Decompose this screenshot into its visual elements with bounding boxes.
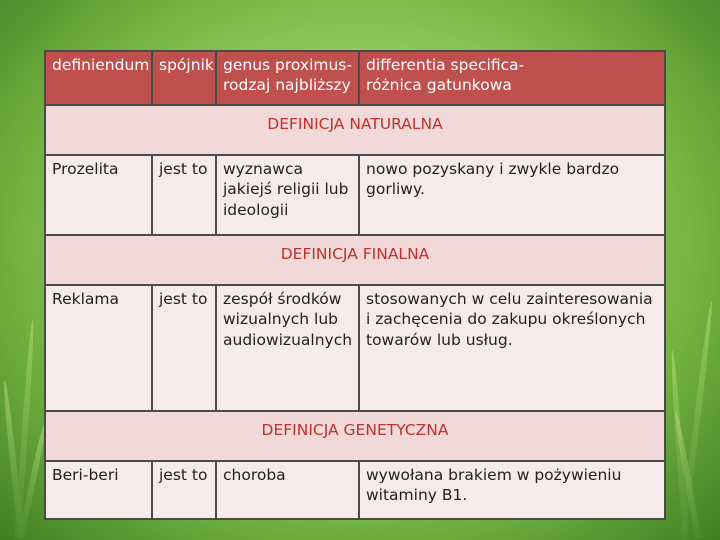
- genus-cell: zespół środków wizualnych lub audiowizualnych: [216, 285, 359, 411]
- section-title-row: [45, 105, 665, 155]
- connector-cell: jest to: [152, 155, 216, 235]
- header-connector: spójnik: [152, 51, 216, 105]
- definition-row: [45, 285, 665, 411]
- section-title: DEFINICJA FINALNA: [45, 235, 665, 285]
- header-row: [45, 51, 665, 105]
- definitions-table-container: [44, 50, 666, 518]
- definition-row: [45, 155, 665, 235]
- differentia-cell: nowo pozyskany i zwykle bardzo gorliwy.: [359, 155, 665, 235]
- definition-row: [45, 461, 665, 519]
- section-title-row: [45, 411, 665, 461]
- section-title: DEFINICJA NATURALNA: [45, 105, 665, 155]
- differentia-cell: stosowanych w celu zainteresowania i zachęcenia do zakupu określonych towarów lub usług.: [359, 285, 665, 411]
- genus-cell: choroba: [216, 461, 359, 519]
- connector-cell: jest to: [152, 461, 216, 519]
- section-title: DEFINICJA GENETYCZNA: [45, 411, 665, 461]
- header-differentia: differentia specifica- różnica gatunkowa: [359, 51, 665, 105]
- definiendum-cell: Beri-beri: [45, 461, 152, 519]
- header-genus: genus proximus- rodzaj najbliższy: [216, 51, 359, 105]
- connector-cell: jest to: [152, 285, 216, 411]
- definiendum-cell: Reklama: [45, 285, 152, 411]
- header-definiendum: definiendum: [45, 51, 152, 105]
- definitions-table: [44, 50, 666, 520]
- differentia-cell: wywołana brakiem w pożywieniu witaminy B1.: [359, 461, 665, 519]
- genus-cell: wyznawca jakiejś religii lub ideologii: [216, 155, 359, 235]
- section-title-row: [45, 235, 665, 285]
- definiendum-cell: Prozelita: [45, 155, 152, 235]
